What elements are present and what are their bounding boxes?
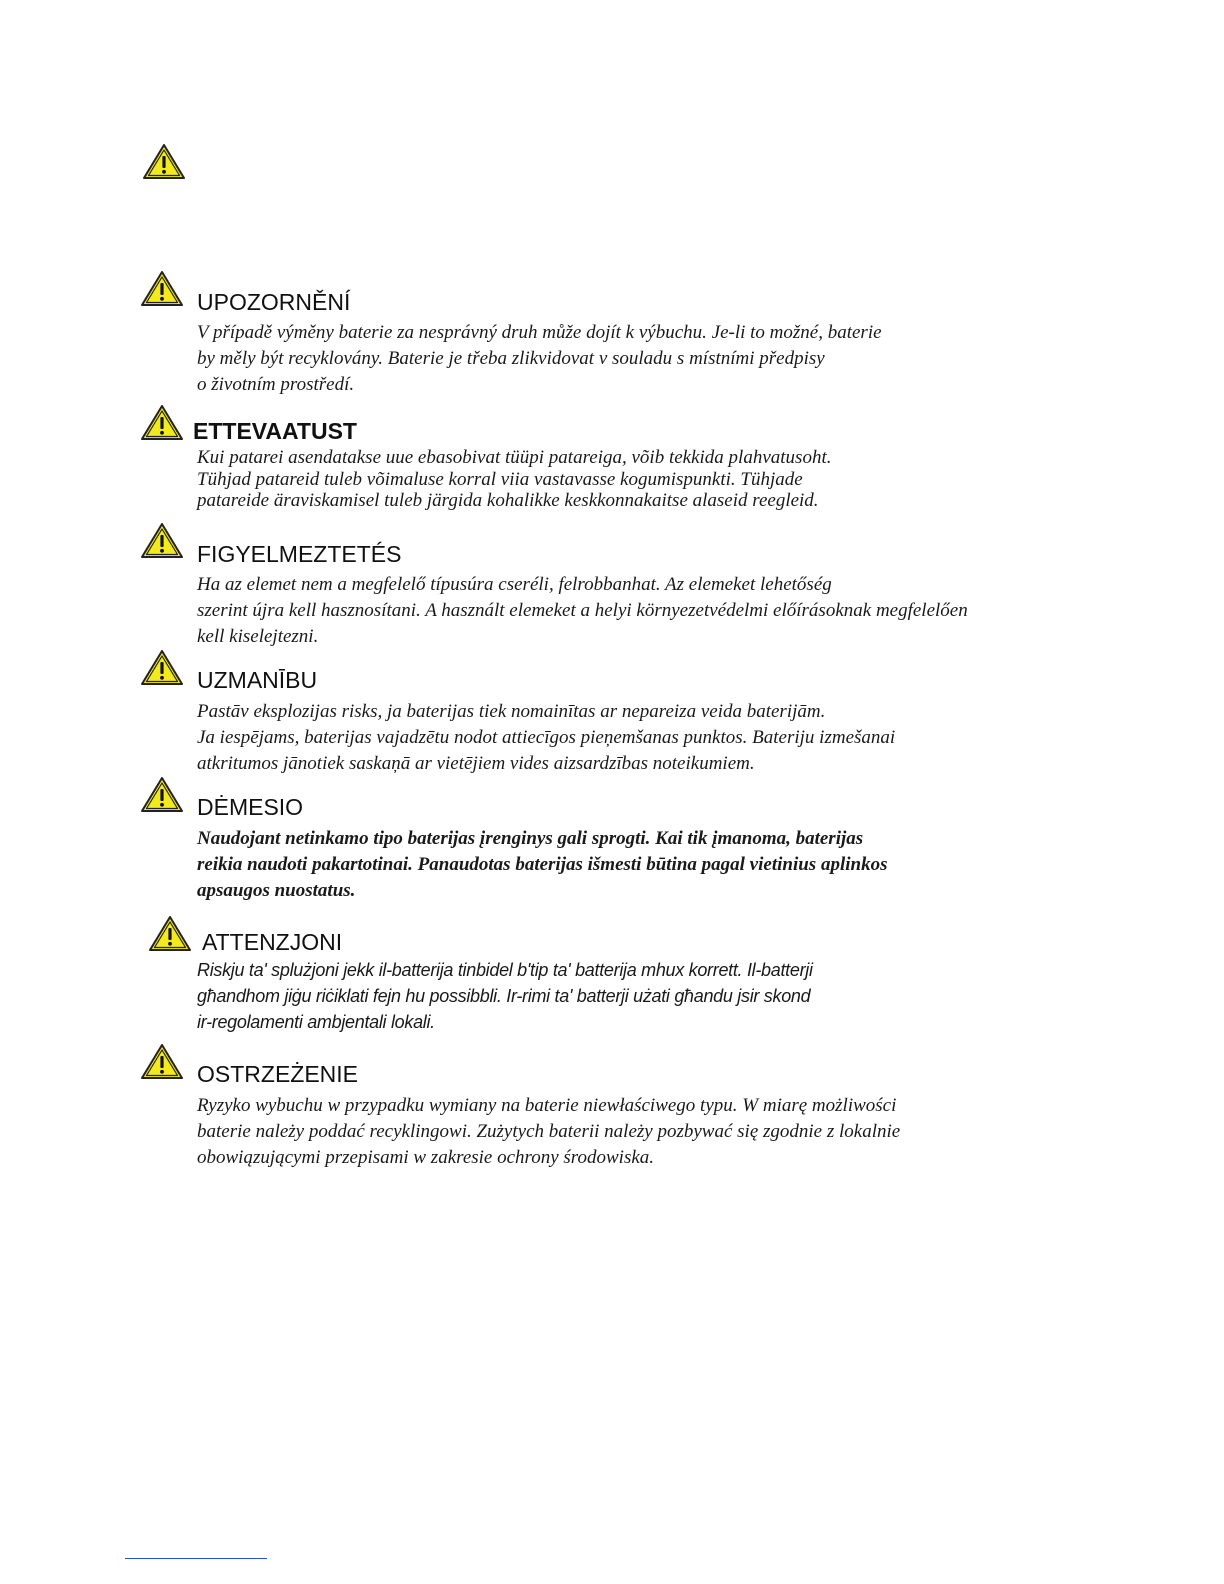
warning-triangle-icon [140,1043,184,1081]
section-text: Ha az elemet nem a megfelelő típusúra cseréli, felrobbanhat. Az elemeket lehetőség szerint újra kell hasznosítani. A használt elemeket a helyi környezetvédelmi előírásoknak megfelelően kell kiselejtezni. [197,574,968,647]
section-text: Naudojant netinkamo tipo baterijas įrenginys gali sprogti. Kai tik įmanoma, baterijas reikia naudoti pakartotinai. Panaudotas baterijas išmesti būtina pagal vietinius aplinkos apsaugos nuostatus. [197,828,888,901]
section-text: Ryzyko wybuchu w przypadku wymiany na baterie niewłaściwego typu. W miarę możliwości baterie należy poddać recyklingowi. Zużytych baterii należy pozbywać się zgodnie z lokalnie obowiązującymi przepisami w zakresie ochrony środowiska. [197,1095,901,1168]
warning-triangle-icon [140,270,184,308]
section-heading: ETTEVAATUST [193,418,357,444]
section-heading: FIGYELMEZTETÉS [197,541,402,567]
section-heading: UZMANĪBU [197,667,318,693]
warning-triangle-icon [140,522,184,560]
section-text: Pastāv eksplozijas risks, ja baterijas tiek nomainītas ar nepareiza veida baterijām. Ja iespējams, baterijas vajadzētu nodot attiecīgos pieņemšanas punktos. Bateriju izmešanai atkritumos jānotiek saskaņā ar vietējiem vides aizsardzības noteikumiem. [197,701,896,774]
warning-triangle-icon [148,915,192,953]
section-text: V případě výměny baterie za nesprávný druh může dojít k výbuchu. Je-li to možné, baterie by měly být recyklovány. Baterie je třeba zlikvidovat v souladu s místními předpisy o životním prostředí. [197,322,882,395]
warning-triangle-icon [140,649,184,687]
section-heading: OSTRZEŻENIE [197,1061,359,1087]
section-heading: ATTENZJONI [202,929,343,955]
warning-triangle-icon [142,143,186,181]
warning-triangle-icon [140,404,184,442]
section-text: Riskju ta' splużjoni jekk il-batterija tinbidel b'tip ta' batterija mhux korrett. Il-batterji għandhom jiġu riċiklati fejn hu possibbli. Ir-rimi ta' batterji użati għandu jsir skond ir-regolamenti ambjentali lokali. [197,960,813,1032]
section-heading: DĖMESIO [197,794,304,820]
section-text: Kui patarei asendatakse uue ebasobivat tüüpi patareiga, võib tekkida plahvatusoht. Tühjad patareid tuleb võimaluse korral viia vastavasse kogumispunkti. Tühjade patareide äraviskamisel tuleb järgida kohalikke keskkonnakaitse alaseid reegleid. [197,447,832,511]
warning-triangle-icon [140,776,184,814]
footnote-rule [125,1558,267,1559]
section-heading: UPOZORNĚNÍ [197,289,351,315]
